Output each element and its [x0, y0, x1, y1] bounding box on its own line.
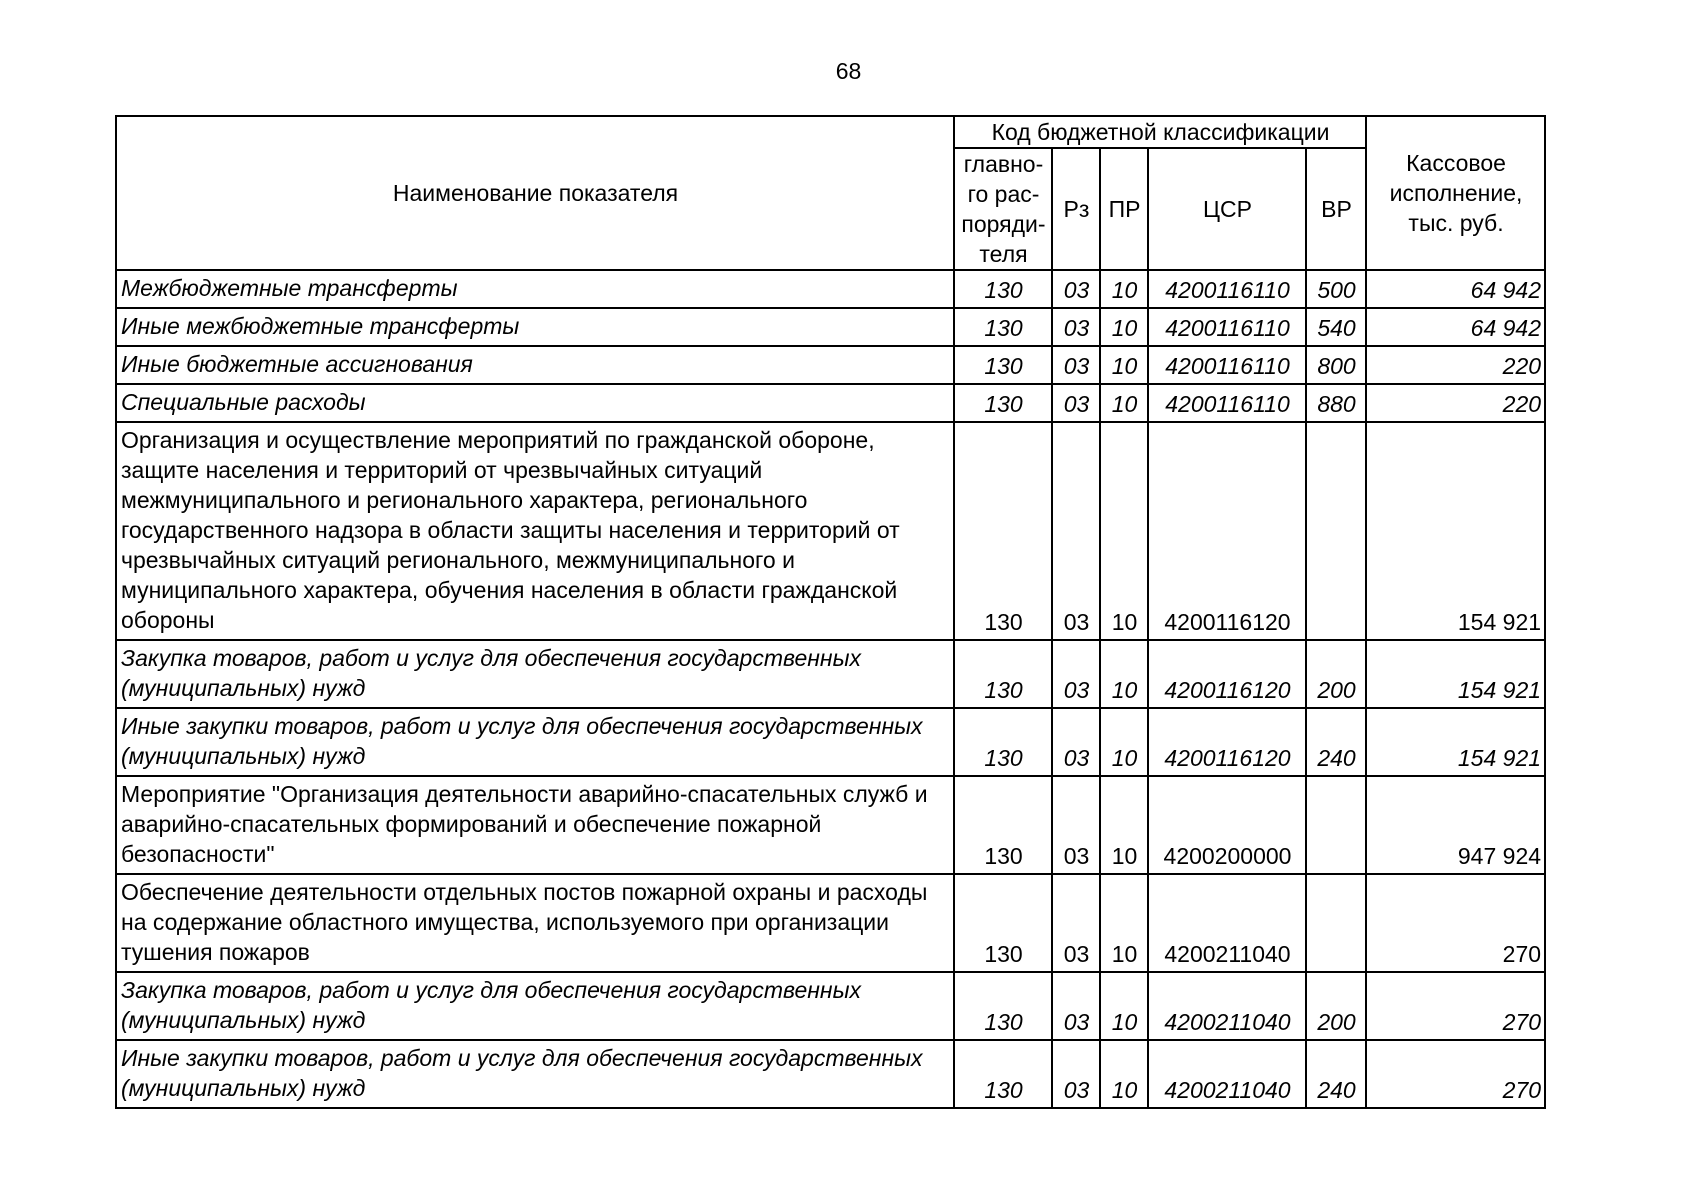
- row-pr: 10: [1100, 270, 1148, 308]
- row-csr: 4200211040: [1148, 1040, 1306, 1108]
- row-vr: 800: [1306, 346, 1366, 384]
- row-gr: 130: [954, 776, 1052, 874]
- header-csr: ЦСР: [1148, 148, 1306, 270]
- row-vr: 240: [1306, 708, 1366, 776]
- header-name: Наименование показателя: [116, 116, 954, 270]
- row-name: Закупка товаров, работ и услуг для обеспечения государственных (муниципальных) нужд: [116, 640, 954, 708]
- row-sum: 220: [1366, 346, 1545, 384]
- row-csr: 4200211040: [1148, 972, 1306, 1040]
- header-execution-line-1: Кассовое: [1406, 150, 1506, 176]
- row-rz: 03: [1052, 708, 1100, 776]
- row-sum: 154 921: [1366, 640, 1545, 708]
- header-execution-line-2: исполнение,: [1389, 180, 1523, 206]
- row-sum: 220: [1366, 384, 1545, 422]
- row-rz: 03: [1052, 972, 1100, 1040]
- header-main-manager-line-3: поряди-: [961, 211, 1046, 237]
- row-pr: 10: [1100, 874, 1148, 972]
- table-row: [116, 776, 1545, 874]
- row-vr: [1306, 874, 1366, 972]
- row-sum: 270: [1366, 972, 1545, 1040]
- row-vr: 240: [1306, 1040, 1366, 1108]
- row-name: Обеспечение деятельности отдельных постов пожарной охраны и расходы на содержание областного имущества, используемого при организации тушения пожаров: [116, 874, 954, 972]
- row-csr: 4200200000: [1148, 776, 1306, 874]
- table-row: [116, 384, 1545, 422]
- row-gr: 130: [954, 422, 1052, 640]
- table-row: [116, 422, 1545, 640]
- table-row: [116, 308, 1545, 346]
- row-gr: 130: [954, 708, 1052, 776]
- row-name: Закупка товаров, работ и услуг для обеспечения государственных (муниципальных) нужд: [116, 972, 954, 1040]
- table-row: [116, 270, 1545, 308]
- row-sum: 64 942: [1366, 270, 1545, 308]
- header-vr: ВР: [1306, 148, 1366, 270]
- row-name: Мероприятие "Организация деятельности аварийно-спасательных служб и аварийно-спасательных формирований и обеспечение пожарной безопасности": [116, 776, 954, 874]
- row-gr: 130: [954, 270, 1052, 308]
- row-rz: 03: [1052, 422, 1100, 640]
- row-name: Иные бюджетные ассигнования: [116, 346, 954, 384]
- row-sum: 270: [1366, 874, 1545, 972]
- header-execution: [1366, 116, 1545, 270]
- row-sum: 270: [1366, 1040, 1545, 1108]
- row-vr: 880: [1306, 384, 1366, 422]
- row-pr: 10: [1100, 972, 1148, 1040]
- row-pr: 10: [1100, 308, 1148, 346]
- row-sum: 947 924: [1366, 776, 1545, 874]
- row-rz: 03: [1052, 1040, 1100, 1108]
- row-pr: 10: [1100, 708, 1148, 776]
- header-pr: ПР: [1100, 148, 1148, 270]
- row-csr: 4200116110: [1148, 384, 1306, 422]
- row-name: Иные закупки товаров, работ и услуг для обеспечения государственных (муниципальных) нужд: [116, 708, 954, 776]
- header-main-manager: [954, 148, 1052, 270]
- row-gr: 130: [954, 1040, 1052, 1108]
- page-number: 68: [835, 58, 862, 84]
- row-vr: 200: [1306, 640, 1366, 708]
- row-sum: 154 921: [1366, 422, 1545, 640]
- row-vr: 500: [1306, 270, 1366, 308]
- header-main-manager-line-2: го рас-: [967, 181, 1040, 207]
- row-gr: 130: [954, 640, 1052, 708]
- row-vr: 200: [1306, 972, 1366, 1040]
- row-csr: 4200116110: [1148, 270, 1306, 308]
- row-sum: 154 921: [1366, 708, 1545, 776]
- row-rz: 03: [1052, 384, 1100, 422]
- row-pr: 10: [1100, 384, 1148, 422]
- table-row: [116, 346, 1545, 384]
- header-rz: Рз: [1052, 148, 1100, 270]
- row-rz: 03: [1052, 776, 1100, 874]
- header-classification-group: Код бюджетной классификации: [954, 116, 1366, 148]
- row-pr: 10: [1100, 346, 1148, 384]
- row-csr: 4200116120: [1148, 640, 1306, 708]
- row-gr: 130: [954, 384, 1052, 422]
- row-pr: 10: [1100, 640, 1148, 708]
- header-main-manager-line-1: главно-: [963, 151, 1044, 177]
- row-pr: 10: [1100, 422, 1148, 640]
- row-rz: 03: [1052, 346, 1100, 384]
- row-csr: 4200211040: [1148, 874, 1306, 972]
- row-vr: [1306, 422, 1366, 640]
- table-row: [116, 972, 1545, 1040]
- row-pr: 10: [1100, 776, 1148, 874]
- row-sum: 64 942: [1366, 308, 1545, 346]
- table-row: [116, 640, 1545, 708]
- row-csr: 4200116120: [1148, 708, 1306, 776]
- row-rz: 03: [1052, 270, 1100, 308]
- table-row: [116, 874, 1545, 972]
- table-row: [116, 708, 1545, 776]
- row-name: Иные межбюджетные трансферты: [116, 308, 954, 346]
- row-name: Организация и осуществление мероприятий по гражданской обороне, защите населения и территорий от чрезвычайных ситуаций межмуниципального и регионального характера, регионального государственного надзора в области защиты населения и территорий от чрезвычайных ситуаций регионального, межмуниципального и муниципального характера, обучения населения в области гражданской обороны: [116, 422, 954, 640]
- row-gr: 130: [954, 308, 1052, 346]
- row-csr: 4200116110: [1148, 308, 1306, 346]
- row-csr: 4200116120: [1148, 422, 1306, 640]
- header-main-manager-line-4: теля: [979, 241, 1028, 267]
- header-row-1: [116, 116, 1545, 148]
- table-row: [116, 1040, 1545, 1108]
- row-name: Специальные расходы: [116, 384, 954, 422]
- row-gr: 130: [954, 346, 1052, 384]
- row-csr: 4200116110: [1148, 346, 1306, 384]
- row-vr: 540: [1306, 308, 1366, 346]
- row-rz: 03: [1052, 874, 1100, 972]
- row-name: Межбюджетные трансферты: [116, 270, 954, 308]
- header-execution-line-3: тыс. руб.: [1408, 210, 1504, 236]
- row-rz: 03: [1052, 640, 1100, 708]
- row-name: Иные закупки товаров, работ и услуг для обеспечения государственных (муниципальных) нужд: [116, 1040, 954, 1108]
- row-gr: 130: [954, 972, 1052, 1040]
- row-gr: 130: [954, 874, 1052, 972]
- row-pr: 10: [1100, 1040, 1148, 1108]
- budget-table: [115, 115, 1546, 1109]
- row-vr: [1306, 776, 1366, 874]
- row-rz: 03: [1052, 308, 1100, 346]
